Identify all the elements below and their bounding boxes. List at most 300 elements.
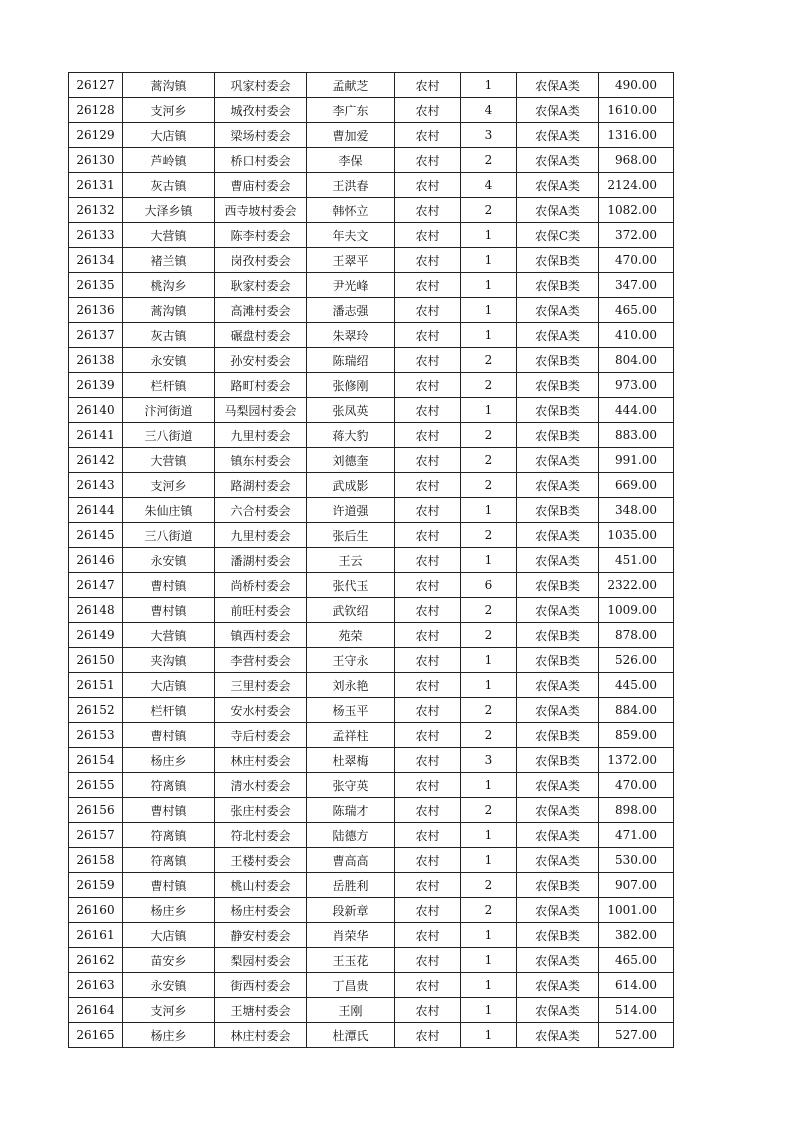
village-committee-cell: 符北村委会 <box>215 823 307 848</box>
record-id-cell: 26150 <box>69 648 123 673</box>
table-row <box>69 98 674 123</box>
table-row <box>69 573 674 598</box>
insurance-category-cell: 农保A类 <box>517 523 599 548</box>
person-name-cell: 王玉花 <box>307 948 395 973</box>
insurance-category-cell: 农保B类 <box>517 348 599 373</box>
insurance-category-cell: 农保A类 <box>517 598 599 623</box>
person-name-cell: 潘志强 <box>307 298 395 323</box>
village-committee-cell: 静安村委会 <box>215 923 307 948</box>
town-cell: 杨庄乡 <box>123 748 215 773</box>
village-committee-cell: 城孜村委会 <box>215 98 307 123</box>
amount-cell: 514.00 <box>599 998 674 1023</box>
household-type-cell: 农村 <box>395 248 461 273</box>
table-row <box>69 973 674 998</box>
village-committee-cell: 路湖村委会 <box>215 473 307 498</box>
insurance-category-cell: 农保B类 <box>517 373 599 398</box>
table-row <box>69 248 674 273</box>
person-name-cell: 韩怀立 <box>307 198 395 223</box>
household-type-cell: 农村 <box>395 823 461 848</box>
member-count-cell: 1 <box>461 823 517 848</box>
person-name-cell: 尹光峰 <box>307 273 395 298</box>
household-type-cell: 农村 <box>395 748 461 773</box>
village-committee-cell: 张庄村委会 <box>215 798 307 823</box>
insurance-category-cell: 农保A类 <box>517 698 599 723</box>
amount-cell: 883.00 <box>599 423 674 448</box>
household-type-cell: 农村 <box>395 848 461 873</box>
town-cell: 大店镇 <box>123 673 215 698</box>
record-id-cell: 26148 <box>69 598 123 623</box>
amount-cell: 1372.00 <box>599 748 674 773</box>
village-committee-cell: 杨庄村委会 <box>215 898 307 923</box>
table-row <box>69 373 674 398</box>
amount-cell: 2322.00 <box>599 573 674 598</box>
person-name-cell: 王刚 <box>307 998 395 1023</box>
insurance-category-cell: 农保A类 <box>517 473 599 498</box>
table-row <box>69 748 674 773</box>
member-count-cell: 2 <box>461 148 517 173</box>
person-name-cell: 李保 <box>307 148 395 173</box>
insurance-category-cell: 农保B类 <box>517 723 599 748</box>
insurance-category-cell: 农保B类 <box>517 398 599 423</box>
insurance-category-cell: 农保A类 <box>517 823 599 848</box>
village-committee-cell: 林庄村委会 <box>215 748 307 773</box>
member-count-cell: 1 <box>461 848 517 873</box>
household-type-cell: 农村 <box>395 673 461 698</box>
member-count-cell: 1 <box>461 948 517 973</box>
amount-cell: 470.00 <box>599 773 674 798</box>
member-count-cell: 1 <box>461 273 517 298</box>
household-type-cell: 农村 <box>395 723 461 748</box>
insurance-category-cell: 农保A类 <box>517 148 599 173</box>
member-count-cell: 1 <box>461 398 517 423</box>
record-id-cell: 26142 <box>69 448 123 473</box>
member-count-cell: 1 <box>461 248 517 273</box>
member-count-cell: 4 <box>461 173 517 198</box>
member-count-cell: 2 <box>461 198 517 223</box>
town-cell: 曹村镇 <box>123 723 215 748</box>
member-count-cell: 1 <box>461 223 517 248</box>
town-cell: 永安镇 <box>123 973 215 998</box>
record-id-cell: 26141 <box>69 423 123 448</box>
household-type-cell: 农村 <box>395 973 461 998</box>
record-id-cell: 26139 <box>69 373 123 398</box>
household-type-cell: 农村 <box>395 948 461 973</box>
village-committee-cell: 街西村委会 <box>215 973 307 998</box>
amount-cell: 372.00 <box>599 223 674 248</box>
person-name-cell: 蒋大豹 <box>307 423 395 448</box>
insurance-category-cell: 农保A类 <box>517 773 599 798</box>
insurance-category-cell: 农保B类 <box>517 498 599 523</box>
amount-cell: 1316.00 <box>599 123 674 148</box>
member-count-cell: 1 <box>461 548 517 573</box>
person-name-cell: 孟祥柱 <box>307 723 395 748</box>
village-committee-cell: 耿家村委会 <box>215 273 307 298</box>
town-cell: 符离镇 <box>123 773 215 798</box>
village-committee-cell: 梨园村委会 <box>215 948 307 973</box>
table-row <box>69 848 674 873</box>
town-cell: 苗安乡 <box>123 948 215 973</box>
insurance-category-cell: 农保A类 <box>517 973 599 998</box>
amount-cell: 530.00 <box>599 848 674 873</box>
table-row <box>69 998 674 1023</box>
table-row <box>69 348 674 373</box>
record-id-cell: 26145 <box>69 523 123 548</box>
insurance-category-cell: 农保B类 <box>517 423 599 448</box>
amount-cell: 451.00 <box>599 548 674 573</box>
household-type-cell: 农村 <box>395 598 461 623</box>
person-name-cell: 张修刚 <box>307 373 395 398</box>
village-committee-cell: 岗孜村委会 <box>215 248 307 273</box>
table-row <box>69 448 674 473</box>
town-cell: 三八街道 <box>123 523 215 548</box>
table-row <box>69 873 674 898</box>
town-cell: 栏杆镇 <box>123 373 215 398</box>
town-cell: 灰古镇 <box>123 173 215 198</box>
town-cell: 汴河街道 <box>123 398 215 423</box>
household-type-cell: 农村 <box>395 73 461 98</box>
village-committee-cell: 王楼村委会 <box>215 848 307 873</box>
record-id-cell: 26153 <box>69 723 123 748</box>
town-cell: 支河乡 <box>123 98 215 123</box>
town-cell: 曹村镇 <box>123 873 215 898</box>
table-row <box>69 798 674 823</box>
household-type-cell: 农村 <box>395 448 461 473</box>
village-committee-cell: 路町村委会 <box>215 373 307 398</box>
town-cell: 杨庄乡 <box>123 898 215 923</box>
record-id-cell: 26127 <box>69 73 123 98</box>
amount-cell: 1610.00 <box>599 98 674 123</box>
village-committee-cell: 镇西村委会 <box>215 623 307 648</box>
village-committee-cell: 李营村委会 <box>215 648 307 673</box>
person-name-cell: 杨玉平 <box>307 698 395 723</box>
insurance-category-cell: 农保C类 <box>517 223 599 248</box>
town-cell: 三八街道 <box>123 423 215 448</box>
insurance-category-cell: 农保B类 <box>517 748 599 773</box>
record-id-cell: 26128 <box>69 98 123 123</box>
person-name-cell: 杜翠梅 <box>307 748 395 773</box>
member-count-cell: 2 <box>461 698 517 723</box>
household-type-cell: 农村 <box>395 873 461 898</box>
village-committee-cell: 马梨园村委会 <box>215 398 307 423</box>
record-id-cell: 26154 <box>69 748 123 773</box>
member-count-cell: 2 <box>461 623 517 648</box>
town-cell: 大泽乡镇 <box>123 198 215 223</box>
village-committee-cell: 曹庙村委会 <box>215 173 307 198</box>
amount-cell: 898.00 <box>599 798 674 823</box>
member-count-cell: 1 <box>461 923 517 948</box>
insurance-category-cell: 农保A类 <box>517 73 599 98</box>
member-count-cell: 1 <box>461 1023 517 1048</box>
town-cell: 支河乡 <box>123 998 215 1023</box>
person-name-cell: 孟献芝 <box>307 73 395 98</box>
amount-cell: 465.00 <box>599 948 674 973</box>
table-row <box>69 473 674 498</box>
town-cell: 大营镇 <box>123 448 215 473</box>
record-id-cell: 26147 <box>69 573 123 598</box>
household-type-cell: 农村 <box>395 173 461 198</box>
record-id-cell: 26138 <box>69 348 123 373</box>
town-cell: 灰古镇 <box>123 323 215 348</box>
household-type-cell: 农村 <box>395 98 461 123</box>
record-id-cell: 26155 <box>69 773 123 798</box>
insurance-category-cell: 农保B类 <box>517 273 599 298</box>
record-id-cell: 26165 <box>69 1023 123 1048</box>
village-committee-cell: 梁场村委会 <box>215 123 307 148</box>
town-cell: 蒿沟镇 <box>123 298 215 323</box>
town-cell: 永安镇 <box>123 348 215 373</box>
record-id-cell: 26149 <box>69 623 123 648</box>
person-name-cell: 张代玉 <box>307 573 395 598</box>
village-committee-cell: 西寺坡村委会 <box>215 198 307 223</box>
person-name-cell: 曹高高 <box>307 848 395 873</box>
insurance-category-cell: 农保A类 <box>517 98 599 123</box>
member-count-cell: 1 <box>461 498 517 523</box>
table-row <box>69 523 674 548</box>
person-name-cell: 王翠平 <box>307 248 395 273</box>
record-id-cell: 26136 <box>69 298 123 323</box>
member-count-cell: 1 <box>461 998 517 1023</box>
town-cell: 大店镇 <box>123 123 215 148</box>
amount-cell: 526.00 <box>599 648 674 673</box>
household-type-cell: 农村 <box>395 623 461 648</box>
insurance-category-cell: 农保B类 <box>517 623 599 648</box>
town-cell: 栏杆镇 <box>123 698 215 723</box>
amount-cell: 527.00 <box>599 1023 674 1048</box>
table-row <box>69 923 674 948</box>
person-name-cell: 曹加爱 <box>307 123 395 148</box>
household-type-cell: 农村 <box>395 648 461 673</box>
member-count-cell: 2 <box>461 523 517 548</box>
village-committee-cell: 三里村委会 <box>215 673 307 698</box>
record-id-cell: 26157 <box>69 823 123 848</box>
record-id-cell: 26161 <box>69 923 123 948</box>
household-type-cell: 农村 <box>395 148 461 173</box>
table-row <box>69 148 674 173</box>
town-cell: 蒿沟镇 <box>123 73 215 98</box>
table-row <box>69 898 674 923</box>
amount-cell: 973.00 <box>599 373 674 398</box>
table-row <box>69 173 674 198</box>
household-type-cell: 农村 <box>395 423 461 448</box>
amount-cell: 968.00 <box>599 148 674 173</box>
record-id-cell: 26137 <box>69 323 123 348</box>
person-name-cell: 苑荣 <box>307 623 395 648</box>
village-committee-cell: 高滩村委会 <box>215 298 307 323</box>
village-committee-cell: 桃山村委会 <box>215 873 307 898</box>
record-id-cell: 26164 <box>69 998 123 1023</box>
record-id-cell: 26135 <box>69 273 123 298</box>
person-name-cell: 丁昌贵 <box>307 973 395 998</box>
amount-cell: 348.00 <box>599 498 674 523</box>
member-count-cell: 2 <box>461 473 517 498</box>
person-name-cell: 张后生 <box>307 523 395 548</box>
record-id-cell: 26146 <box>69 548 123 573</box>
village-committee-cell: 王塘村委会 <box>215 998 307 1023</box>
table-row <box>69 198 674 223</box>
table-row <box>69 773 674 798</box>
person-name-cell: 杜潭氏 <box>307 1023 395 1048</box>
town-cell: 夹沟镇 <box>123 648 215 673</box>
table-row <box>69 823 674 848</box>
record-id-cell: 26156 <box>69 798 123 823</box>
village-committee-cell: 巩家村委会 <box>215 73 307 98</box>
member-count-cell: 6 <box>461 573 517 598</box>
household-type-cell: 农村 <box>395 923 461 948</box>
amount-cell: 465.00 <box>599 298 674 323</box>
member-count-cell: 1 <box>461 973 517 998</box>
village-committee-cell: 镇东村委会 <box>215 448 307 473</box>
record-id-cell: 26134 <box>69 248 123 273</box>
person-name-cell: 朱翠玲 <box>307 323 395 348</box>
insurance-category-cell: 农保A类 <box>517 548 599 573</box>
record-id-cell: 26129 <box>69 123 123 148</box>
town-cell: 曹村镇 <box>123 573 215 598</box>
table-row <box>69 223 674 248</box>
person-name-cell: 王洪春 <box>307 173 395 198</box>
record-id-cell: 26133 <box>69 223 123 248</box>
insurance-category-cell: 农保A类 <box>517 1023 599 1048</box>
record-id-cell: 26151 <box>69 673 123 698</box>
household-type-cell: 农村 <box>395 198 461 223</box>
village-committee-cell: 九里村委会 <box>215 523 307 548</box>
amount-cell: 1082.00 <box>599 198 674 223</box>
record-id-cell: 26144 <box>69 498 123 523</box>
table-row <box>69 123 674 148</box>
amount-cell: 614.00 <box>599 973 674 998</box>
record-id-cell: 26131 <box>69 173 123 198</box>
record-id-cell: 26152 <box>69 698 123 723</box>
amount-cell: 884.00 <box>599 698 674 723</box>
town-cell: 杨庄乡 <box>123 1023 215 1048</box>
amount-cell: 471.00 <box>599 823 674 848</box>
village-committee-cell: 碾盘村委会 <box>215 323 307 348</box>
insurance-category-cell: 农保A类 <box>517 898 599 923</box>
household-type-cell: 农村 <box>395 323 461 348</box>
table-row <box>69 723 674 748</box>
insurance-category-cell: 农保A类 <box>517 998 599 1023</box>
person-name-cell: 张守英 <box>307 773 395 798</box>
record-id-cell: 26162 <box>69 948 123 973</box>
member-count-cell: 1 <box>461 298 517 323</box>
record-id-cell: 26158 <box>69 848 123 873</box>
town-cell: 支河乡 <box>123 473 215 498</box>
table-row <box>69 498 674 523</box>
household-type-cell: 农村 <box>395 223 461 248</box>
village-committee-cell: 潘湖村委会 <box>215 548 307 573</box>
person-name-cell: 陆德方 <box>307 823 395 848</box>
record-id-cell: 26140 <box>69 398 123 423</box>
member-count-cell: 2 <box>461 798 517 823</box>
village-committee-cell: 桥口村委会 <box>215 148 307 173</box>
village-committee-cell: 清水村委会 <box>215 773 307 798</box>
insurance-category-cell: 农保A类 <box>517 448 599 473</box>
insurance-category-cell: 农保B类 <box>517 573 599 598</box>
insurance-category-cell: 农保B类 <box>517 648 599 673</box>
household-type-cell: 农村 <box>395 898 461 923</box>
household-type-cell: 农村 <box>395 123 461 148</box>
amount-cell: 1001.00 <box>599 898 674 923</box>
table-row <box>69 623 674 648</box>
person-name-cell: 肖荣华 <box>307 923 395 948</box>
household-type-cell: 农村 <box>395 298 461 323</box>
table-row <box>69 1023 674 1048</box>
record-id-cell: 26130 <box>69 148 123 173</box>
town-cell: 永安镇 <box>123 548 215 573</box>
table-row <box>69 598 674 623</box>
town-cell: 桃沟乡 <box>123 273 215 298</box>
person-name-cell: 武成影 <box>307 473 395 498</box>
household-type-cell: 农村 <box>395 998 461 1023</box>
town-cell: 符离镇 <box>123 823 215 848</box>
insurance-category-cell: 农保A类 <box>517 298 599 323</box>
record-id-cell: 26159 <box>69 873 123 898</box>
household-type-cell: 农村 <box>395 348 461 373</box>
person-name-cell: 陈瑞才 <box>307 798 395 823</box>
amount-cell: 804.00 <box>599 348 674 373</box>
table-row <box>69 948 674 973</box>
person-name-cell: 年夫文 <box>307 223 395 248</box>
member-count-cell: 2 <box>461 898 517 923</box>
household-type-cell: 农村 <box>395 1023 461 1048</box>
member-count-cell: 1 <box>461 73 517 98</box>
roster-body <box>69 73 674 1048</box>
insurance-category-cell: 农保A类 <box>517 798 599 823</box>
amount-cell: 410.00 <box>599 323 674 348</box>
town-cell: 朱仙庄镇 <box>123 498 215 523</box>
record-id-cell: 26143 <box>69 473 123 498</box>
table-row <box>69 698 674 723</box>
household-type-cell: 农村 <box>395 798 461 823</box>
person-name-cell: 李广东 <box>307 98 395 123</box>
insurance-category-cell: 农保A类 <box>517 198 599 223</box>
village-committee-cell: 尚桥村委会 <box>215 573 307 598</box>
amount-cell: 859.00 <box>599 723 674 748</box>
insurance-category-cell: 农保A类 <box>517 173 599 198</box>
insurance-category-cell: 农保A类 <box>517 323 599 348</box>
insurance-category-cell: 农保A类 <box>517 123 599 148</box>
insurance-category-cell: 农保A类 <box>517 673 599 698</box>
table-row <box>69 648 674 673</box>
table-row <box>69 273 674 298</box>
person-name-cell: 岳胜利 <box>307 873 395 898</box>
member-count-cell: 1 <box>461 323 517 348</box>
village-committee-cell: 九里村委会 <box>215 423 307 448</box>
member-count-cell: 2 <box>461 423 517 448</box>
amount-cell: 347.00 <box>599 273 674 298</box>
person-name-cell: 王守永 <box>307 648 395 673</box>
member-count-cell: 2 <box>461 348 517 373</box>
insurance-category-cell: 农保B类 <box>517 923 599 948</box>
village-committee-cell: 前旺村委会 <box>215 598 307 623</box>
insurance-category-cell: 农保B类 <box>517 248 599 273</box>
amount-cell: 490.00 <box>599 73 674 98</box>
amount-cell: 669.00 <box>599 473 674 498</box>
member-count-cell: 1 <box>461 773 517 798</box>
person-name-cell: 陈瑞绍 <box>307 348 395 373</box>
person-name-cell: 武钦绍 <box>307 598 395 623</box>
member-count-cell: 2 <box>461 873 517 898</box>
member-count-cell: 2 <box>461 598 517 623</box>
amount-cell: 991.00 <box>599 448 674 473</box>
member-count-cell: 2 <box>461 448 517 473</box>
table-row <box>69 548 674 573</box>
household-type-cell: 农村 <box>395 548 461 573</box>
insurance-category-cell: 农保A类 <box>517 948 599 973</box>
person-name-cell: 许道强 <box>307 498 395 523</box>
amount-cell: 1035.00 <box>599 523 674 548</box>
household-type-cell: 农村 <box>395 698 461 723</box>
town-cell: 芦岭镇 <box>123 148 215 173</box>
